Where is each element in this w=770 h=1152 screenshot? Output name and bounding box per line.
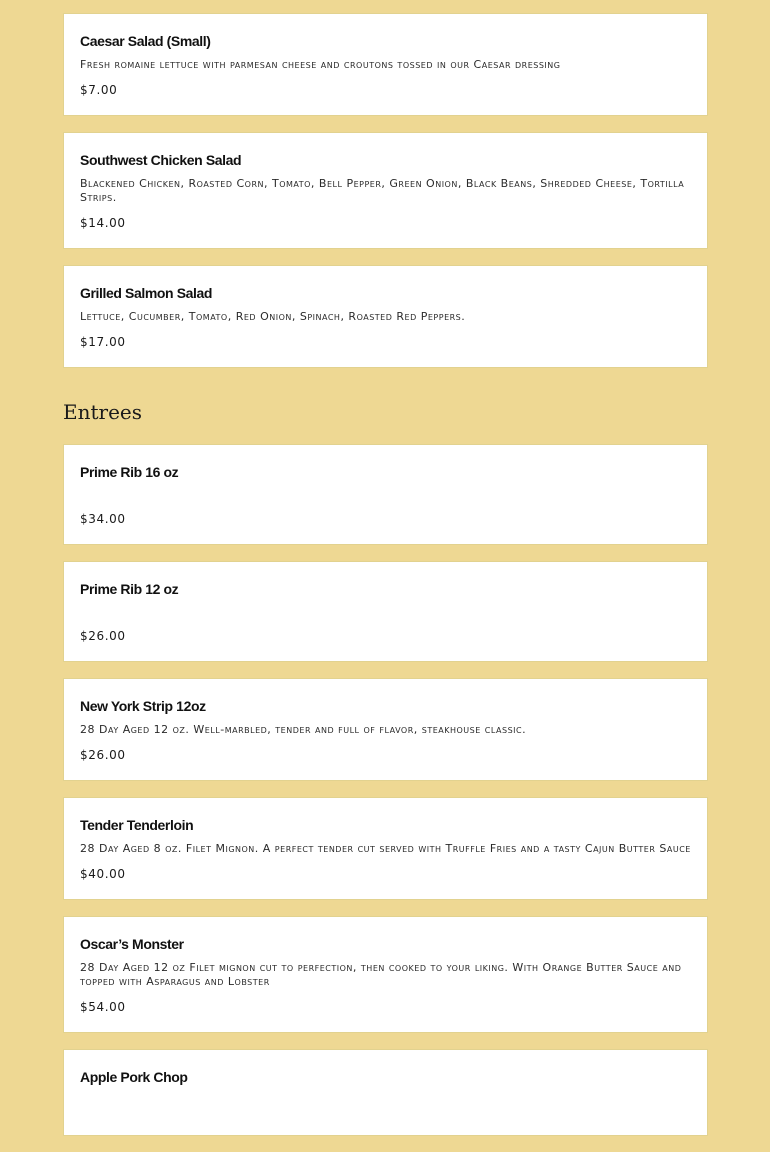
menu-item-prime-rib-16[interactable] <box>63 444 708 545</box>
item-price: $17.00 <box>80 335 126 349</box>
item-description <box>80 487 691 501</box>
item-price: $14.00 <box>80 216 126 230</box>
item-price: $54.00 <box>80 1000 126 1014</box>
menu-item-oscars-monster[interactable] <box>63 916 708 1033</box>
item-description <box>80 604 691 618</box>
item-name: Southwest Chicken Salad <box>80 152 242 168</box>
item-description: Lettuce, Cucumber, Tomato, Red Onion, Spinach, Roasted Red Peppers. <box>80 310 466 323</box>
menu-item-caesar-salad[interactable] <box>63 13 708 116</box>
section-title-entrees: Entrees <box>63 400 143 424</box>
item-name: Grilled Salmon Salad <box>80 285 213 301</box>
menu-item-tender-tenderloin[interactable] <box>63 797 708 900</box>
item-price: $26.00 <box>80 629 126 643</box>
item-description <box>80 1092 691 1106</box>
item-price: $7.00 <box>80 83 118 97</box>
item-description: Blackened Chicken, Roasted Corn, Tomato, Bell Pepper, Green Onion, Black Beans, Shredded Cheese, Tortilla Strips. <box>80 177 685 204</box>
item-price: $34.00 <box>80 512 126 526</box>
menu-item-new-york-strip[interactable] <box>63 678 708 781</box>
menu-item-grilled-salmon-salad[interactable] <box>63 265 708 368</box>
item-name: Apple Pork Chop <box>80 1069 188 1085</box>
item-price: $26.00 <box>80 748 126 762</box>
item-description: Fresh romaine lettuce with parmesan cheese and croutons tossed in our Caesar dressing <box>80 58 561 71</box>
item-price: $40.00 <box>80 867 126 881</box>
item-name: New York Strip 12oz <box>80 698 206 714</box>
item-name: Caesar Salad (Small) <box>80 33 211 49</box>
menu-item-southwest-chicken-salad[interactable] <box>63 132 708 249</box>
item-description: 28 Day Aged 12 oz Filet mignon cut to perfection, then cooked to your liking. With Orange Butter Sauce and topped with Asparagus and Lobster <box>80 961 682 988</box>
menu-item-prime-rib-12[interactable] <box>63 561 708 662</box>
menu-item-apple-pork-chop[interactable] <box>63 1049 708 1136</box>
item-name: Tender Tenderloin <box>80 817 194 833</box>
item-name: Prime Rib 12 oz <box>80 581 179 597</box>
item-description: 28 Day Aged 8 oz. Filet Mignon. A perfect tender cut served with Truffle Fries and a tasty Cajun Butter Sauce <box>80 842 691 855</box>
menu-list <box>63 13 708 1152</box>
item-description: 28 Day Aged 12 oz. Well-marbled, tender and full of flavor, steakhouse classic. <box>80 723 527 736</box>
item-name: Prime Rib 16 oz <box>80 464 179 480</box>
item-name: Oscar’s Monster <box>80 936 184 952</box>
